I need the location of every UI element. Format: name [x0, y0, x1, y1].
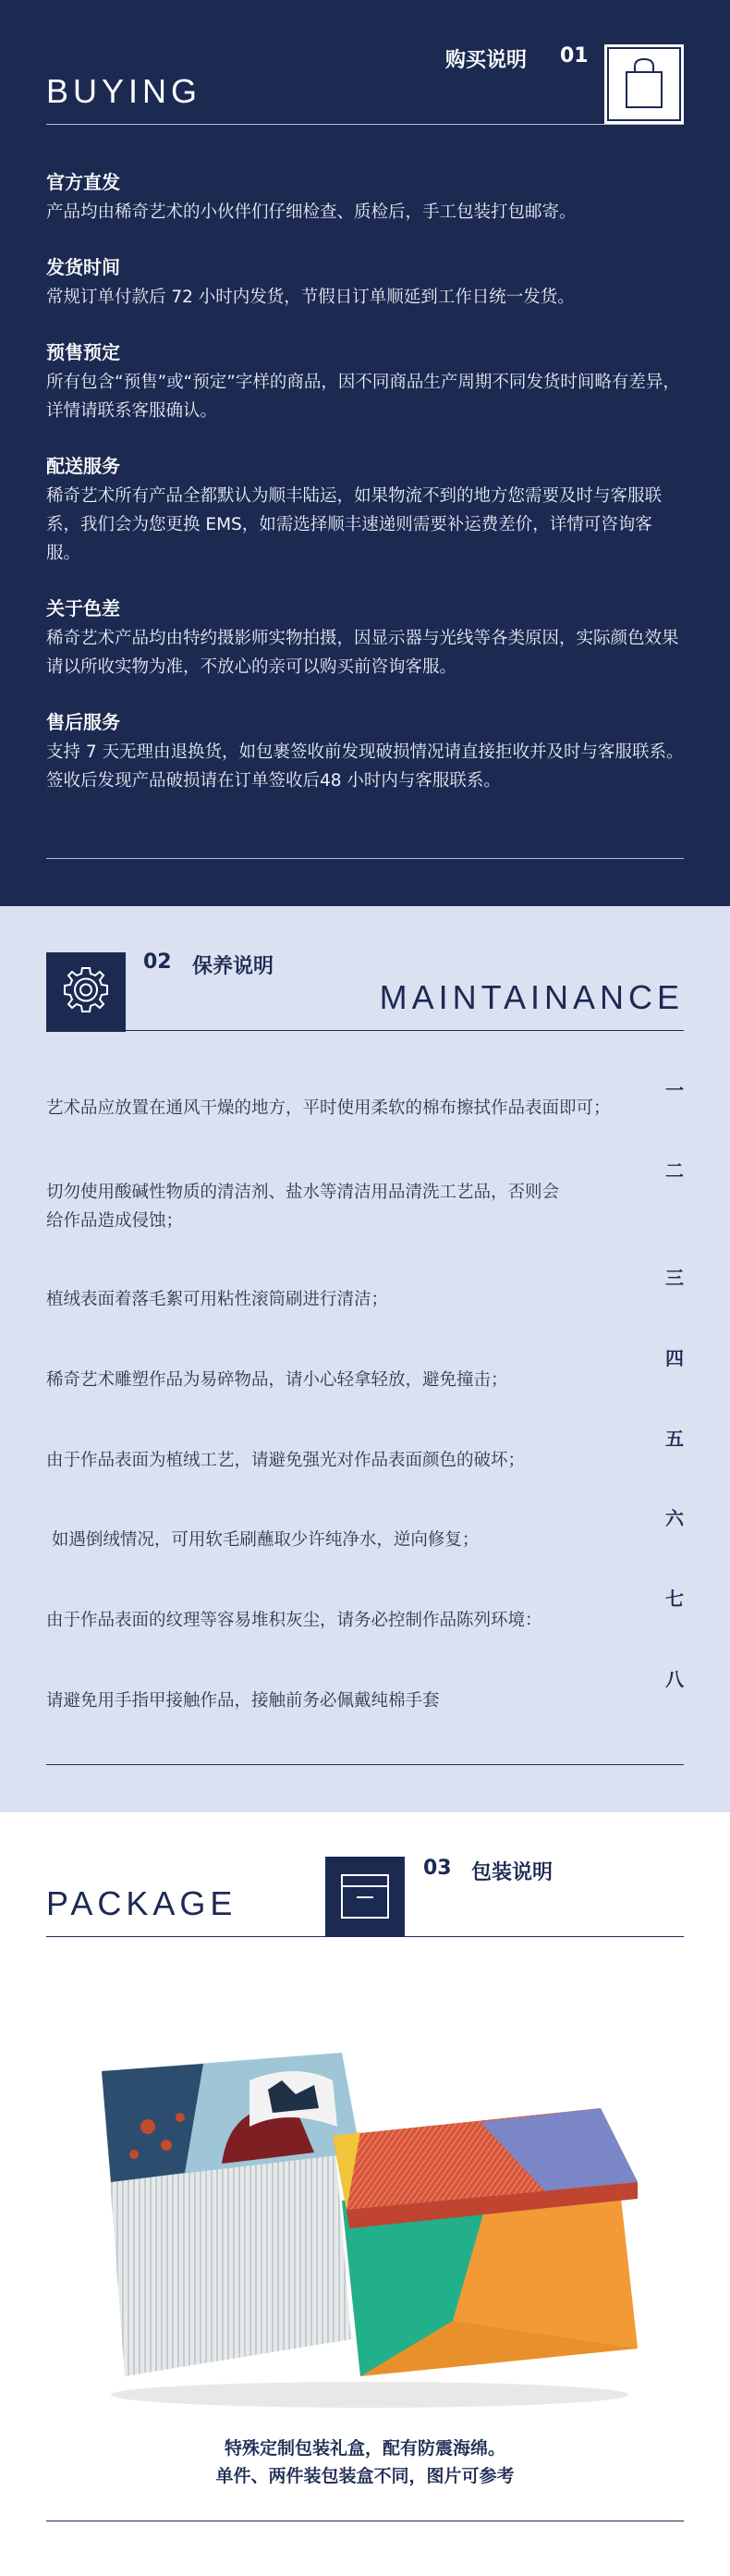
- buying-item: [46, 453, 684, 568]
- maintainance-item-number: 四: [665, 1347, 684, 1369]
- buying-item: [46, 709, 684, 795]
- maintainance-bottom-divider: [46, 1764, 684, 1765]
- maintainance-item-text: 由于作品表面为植绒工艺，请避免强光对作品表面颜色的破坏；: [46, 1451, 526, 1470]
- maintainance-item-text: 如遇倒绒情况，可用软毛刷蘸取少许纯净水，逆向修复；: [46, 1530, 480, 1550]
- maintainance-item-text: 请避免用手指甲接触作品，接触前务必佩戴纯棉手套: [46, 1691, 440, 1711]
- maintainance-item: [46, 1664, 684, 1711]
- buying-bottom-divider: [46, 858, 684, 859]
- buying-section: [0, 0, 730, 906]
- buying-item-body: 稀奇艺术所有产品全都默认为顺丰陆运，如果物流不到的地方您需要及时与客服联系，我们会为您更换 EMS，如需选择顺丰速递则需要补运费差价，详情可咨询客服。: [46, 486, 663, 563]
- buying-item-body: 所有包含“预售”或“预定”字样的商品，因不同商品生产周期不同发货时间略有差异，详情请联系客服确认。: [46, 373, 680, 421]
- buying-item-body: 常规订单付款后 72 小时内发货，节假日订单顺延到工作日统一发货。: [46, 288, 575, 307]
- maintainance-item-number: 七: [665, 1588, 684, 1610]
- maintainance-item: [46, 1075, 684, 1122]
- buying-title: BUYING: [46, 72, 202, 110]
- buying-header-divider: [46, 124, 684, 125]
- buying-list: [46, 169, 684, 823]
- buying-item-heading: 官方直发: [46, 171, 120, 193]
- maintainance-title: MAINTAINANCE: [379, 978, 684, 1016]
- package-title: PACKAGE: [46, 1884, 237, 1922]
- gift-box-photo: [83, 2043, 656, 2413]
- maintainance-label-cn: 保养说明: [192, 955, 274, 978]
- maintainance-item-number: 五: [665, 1428, 684, 1450]
- buying-item-heading: 配送服务: [46, 455, 120, 477]
- buying-number: 01: [560, 44, 589, 67]
- buying-item-body: 支持 7 天无理由退换货，如包裹签收前发现破损情况请直接拒收并及时与客服联系。签收后发现产品破损请在订单签收后48 小时内与客服联系。: [46, 742, 684, 791]
- package-header-divider: [46, 1936, 684, 1937]
- package-label-cn: 包装说明: [471, 1861, 554, 1884]
- package-number: 03: [423, 1857, 452, 1880]
- package-caption-line1: 特殊定制包装礼盒，配有防震海绵。: [224, 2438, 505, 2459]
- buying-item: [46, 595, 684, 681]
- buying-item-heading: 发货时间: [46, 256, 120, 278]
- maintainance-item-number: 八: [665, 1668, 684, 1690]
- maintainance-section: [0, 906, 730, 1812]
- maintainance-item-number: 一: [665, 1079, 684, 1101]
- buying-item-heading: 关于色差: [46, 597, 120, 619]
- maintainance-item: [46, 1424, 684, 1470]
- gear-icon: [46, 952, 126, 1032]
- maintainance-item: [46, 1343, 684, 1390]
- buying-item: [46, 339, 684, 425]
- maintainance-item-text: 由于作品表面的纹理等容易堆积灰尘，请务必控制作品陈列环境：: [46, 1611, 542, 1630]
- package-caption-line2: 单件、两件装包装盒不同，图片可参考: [215, 2466, 515, 2486]
- buying-item-body: 产品均由稀奇艺术的小伙伴们仔细检查、质检后，手工包装打包邮寄。: [46, 202, 577, 222]
- maintainance-item: [46, 1584, 684, 1630]
- maintainance-header-divider: [46, 1030, 684, 1031]
- buying-item: [46, 169, 684, 227]
- maintainance-item-text: 艺术品应放置在通风干燥的地方，平时使用柔软的棉布擦拭作品表面即可；: [46, 1098, 611, 1118]
- maintainance-item-number: 二: [665, 1159, 684, 1182]
- maintainance-item-number: 六: [665, 1507, 684, 1529]
- buying-item: [46, 254, 684, 312]
- maintainance-number: 02: [143, 951, 172, 974]
- maintainance-item-number: 三: [665, 1267, 684, 1289]
- maintainance-item-text: 稀奇艺术雕塑作品为易碎物品，请小心轻拿轻放，避免撞击；: [46, 1370, 508, 1390]
- package-box-icon: [325, 1857, 405, 1936]
- maintainance-item: [46, 1263, 684, 1309]
- package-section: [0, 1812, 730, 2576]
- maintainance-item: [46, 1156, 684, 1231]
- maintainance-item: [46, 1503, 684, 1550]
- maintainance-item-text: 切勿使用酸碱性物质的清洁剂、盐水等清洁用品清洗工艺品，否则会给作品造成侵蚀；: [46, 1183, 560, 1231]
- shopping-bag-icon: [604, 44, 684, 124]
- buying-item-heading: 预售预定: [46, 341, 120, 363]
- maintainance-item-text: 植绒表面着落毛絮可用粘性滚筒刷进行清洁；: [46, 1290, 389, 1309]
- buying-item-body: 稀奇艺术产品均由特约摄影师实物拍摄，因显示器与光线等各类原因，实际颜色效果请以所收实物为准，不放心的亲可以购买前咨询客服。: [46, 629, 679, 677]
- buying-item-heading: 售后服务: [46, 711, 120, 733]
- buying-label-cn: 购买说明: [445, 49, 528, 72]
